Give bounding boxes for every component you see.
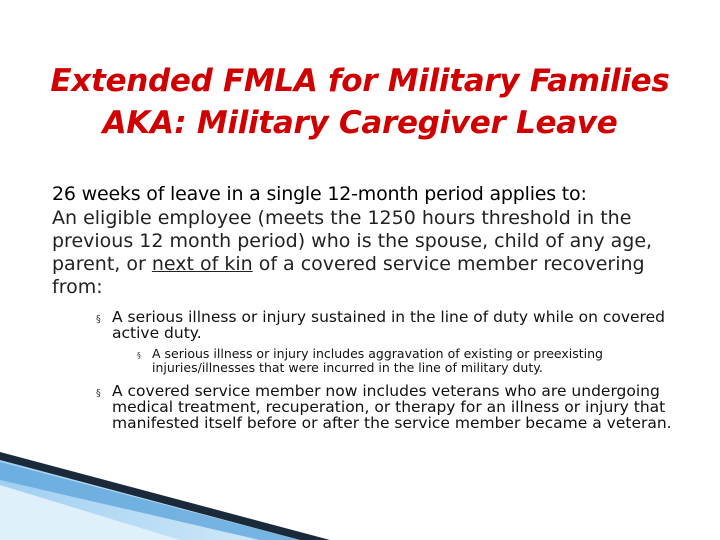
bullet-text: A serious illness or injury sustained in the line of duty while on covered active duty. xyxy=(112,308,665,342)
bullet-icon: § xyxy=(96,314,101,325)
title-line-2: AKA: Military Caregiver Leave xyxy=(102,105,618,141)
decorative-swoosh xyxy=(0,440,720,540)
lead-text: 26 weeks of leave in a single 12-month period applies to: xyxy=(52,183,587,205)
sub-bullet-text: A serious illness or injury includes aggravation of existing or preexisting injuries/illnesses that were incurred in the line of military duty. xyxy=(152,346,603,375)
eligibility-paragraph xyxy=(52,207,682,299)
slide-title xyxy=(0,60,720,144)
bullet-item xyxy=(52,383,682,431)
slide-body xyxy=(52,182,682,431)
bullet-item xyxy=(52,309,682,341)
bullet-text: A covered service member now includes veterans who are undergoing medical treatment, recuperation, or therapy for an illness or injury that manifested itself before or after the service member became a veteran. xyxy=(112,382,672,432)
sub-bullet-item xyxy=(52,347,682,375)
paragraph-text-end: of a covered service member recovering from: xyxy=(52,253,645,298)
bullet-icon: § xyxy=(96,388,101,399)
next-of-kin-link[interactable]: next of kin xyxy=(151,253,253,275)
title-line-1: Extended FMLA for Military Families xyxy=(50,63,670,99)
bullet-icon: § xyxy=(137,351,141,360)
paragraph-text-start: An eligible employee (meets the 1250 hours threshold in the previous 12 month period) who is the spouse, child of any age, parent, or xyxy=(52,207,653,275)
